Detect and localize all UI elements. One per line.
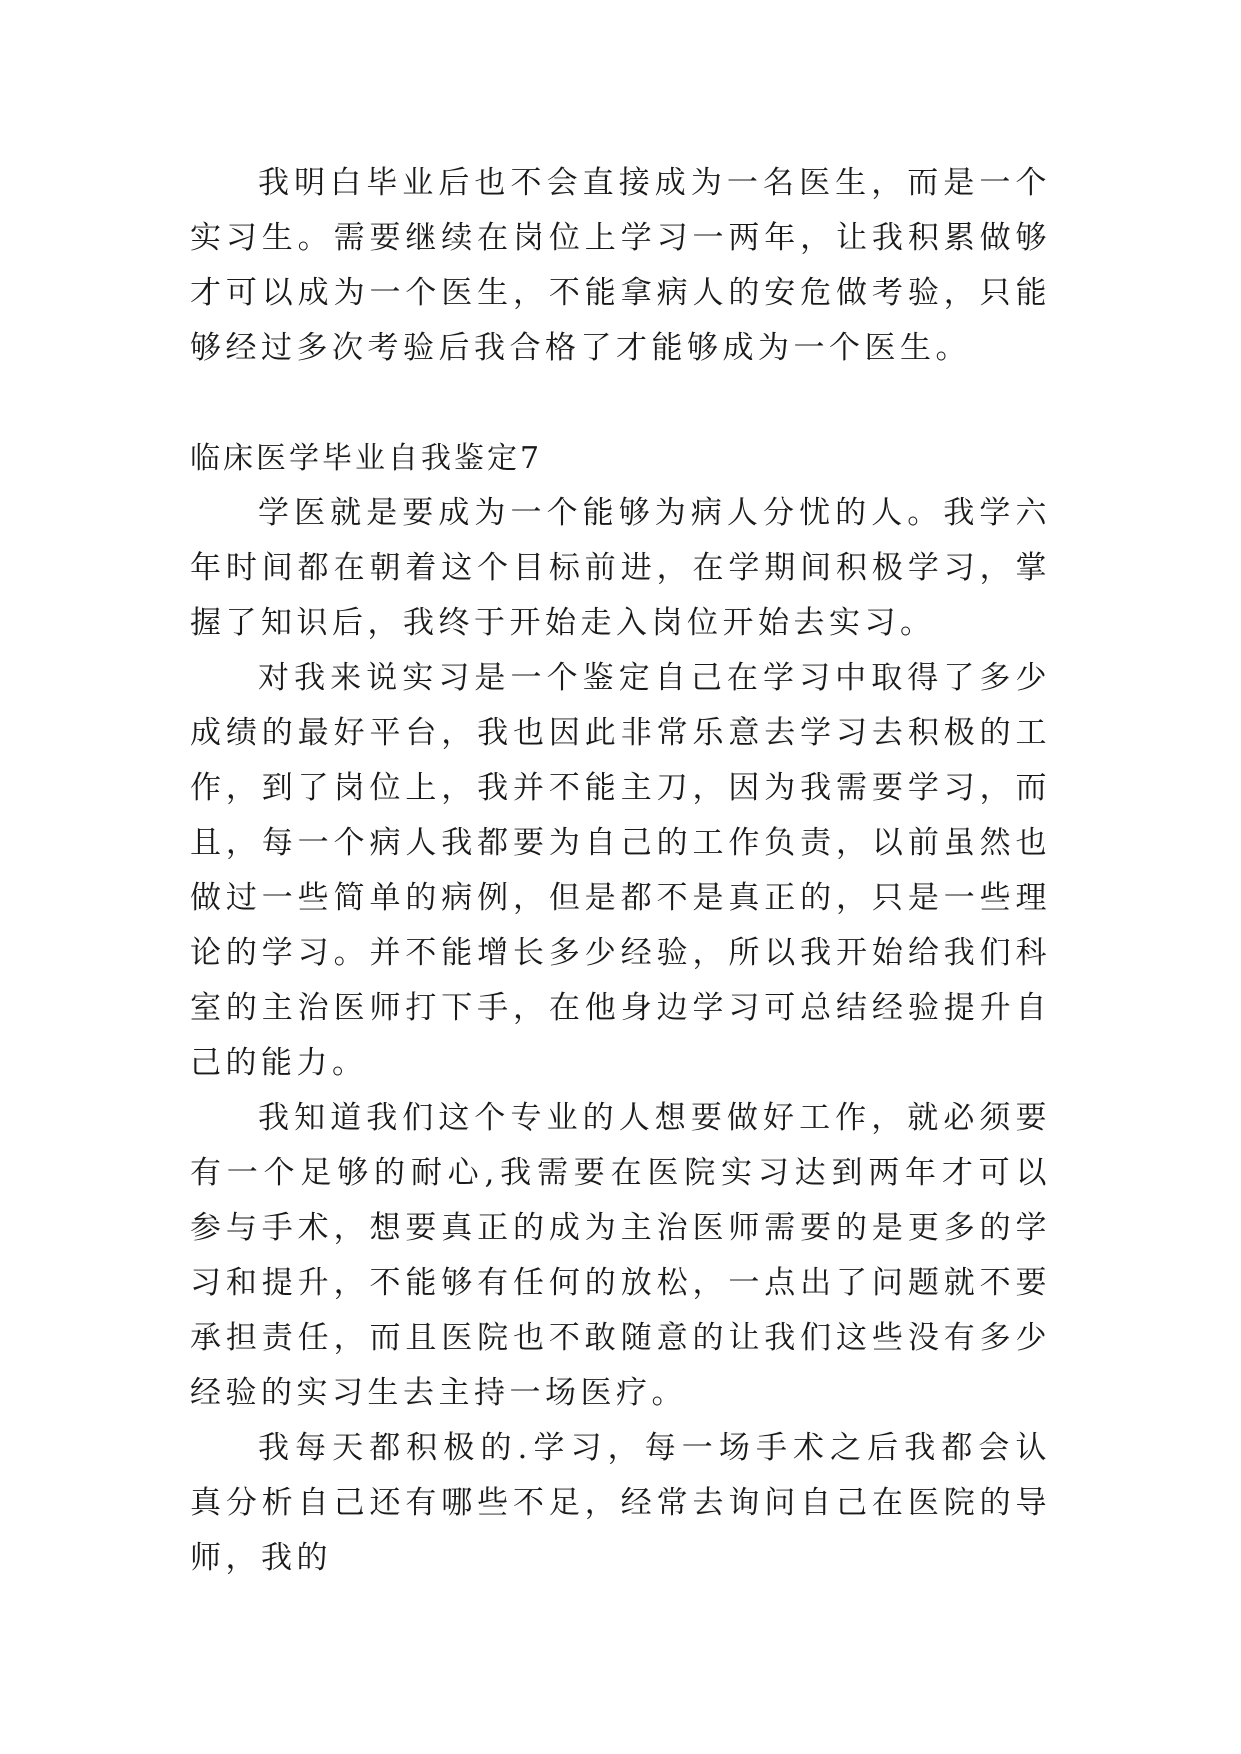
paragraph-1: 学医就是要成为一个能够为病人分忧的人。我学六年时间都在朝着这个目标前进，在学期间积极学习，掌握了知识后，我终于开始走入岗位开始去实习。 [190, 495, 1051, 641]
section-heading: 临床医学毕业自我鉴定7 [190, 441, 543, 476]
paragraph-3: 我知道我们这个专业的人想要做好工作，就必须要有一个足够的耐心,我需要在医院实习达到两年才可以参与手术，想要真正的成为主治医师需要的是更多的学习和提升，不能够有任何的放松，一点出了问题就不要承担责任，而且医院也不敢随意的让我们这些没有多少经验的实习生去主持一场医疗。 [190, 1100, 1051, 1411]
document-page [190, 156, 1051, 1586]
paragraph-intro: 我明白毕业后也不会直接成为一名医生，而是一个实习生。需要继续在岗位上学习一两年，让我积累做够才可以成为一个医生，不能拿病人的安危做考验，只能够经过多次考验后我合格了才能够成为一个医生。 [190, 165, 1051, 366]
paragraph-2: 对我来说实习是一个鉴定自己在学习中取得了多少成绩的最好平台，我也因此非常乐意去学习去积极的工作，到了岗位上，我并不能主刀，因为我需要学习，而且，每一个病人我都要为自己的工作负责，以前虽然也做过一些简单的病例，但是都不是真正的，只是一些理论的学习。并不能增长多少经验，所以我开始给我们科室的主治医师打下手，在他身边学习可总结经验提升自己的能力。 [190, 660, 1051, 1081]
paragraph-4: 我每天都积极的.学习，每一场手术之后我都会认真分析自己还有哪些不足，经常去询问自己在医院的导师，我的 [190, 1430, 1051, 1576]
